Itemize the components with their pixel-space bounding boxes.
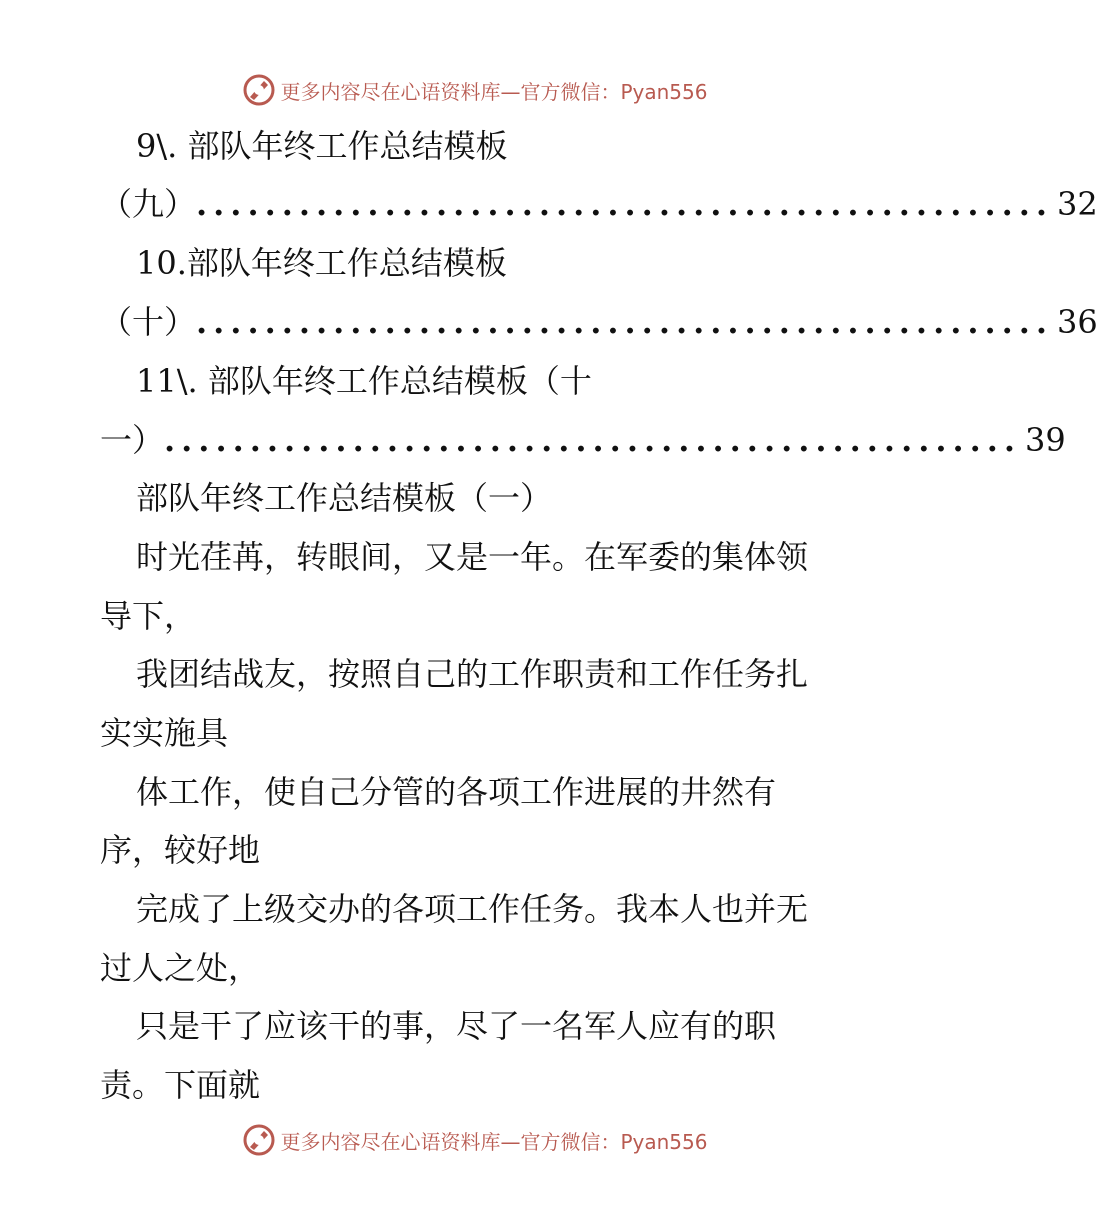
toc-leader-dots: .................................................. bbox=[164, 421, 1022, 459]
body-line: 责。下面就 bbox=[100, 1066, 261, 1104]
body-line: 过人之处， bbox=[100, 949, 261, 987]
toc-leader-dots: .................................................. bbox=[196, 303, 1054, 341]
body-line: 实实施具 bbox=[100, 714, 229, 752]
body-line: 导下， bbox=[100, 597, 197, 635]
toc-row-9[interactable] bbox=[100, 184, 1098, 224]
body-line: 我团结战友，按照自己的工作职责和工作任务扎 bbox=[136, 655, 809, 693]
pen-circle-icon bbox=[242, 1123, 276, 1157]
section-heading: 部队年终工作总结模板（一） bbox=[136, 479, 553, 517]
toc-row-11[interactable] bbox=[100, 420, 1066, 460]
toc-suffix: 一） bbox=[100, 421, 165, 459]
toc-suffix: （九） bbox=[100, 185, 197, 223]
pen-circle-icon bbox=[242, 73, 276, 107]
toc-page-number: 39 bbox=[1025, 421, 1066, 459]
toc-suffix: （十） bbox=[100, 303, 197, 341]
body-line: 体工作，使自己分管的各项工作进展的井然有 bbox=[136, 773, 777, 811]
toc-title-9: 9\. 部队年终工作总结模板 bbox=[136, 127, 508, 165]
toc-row-10[interactable] bbox=[100, 302, 1098, 342]
body-line: 只是干了应该干的事，尽了一名军人应有的职 bbox=[136, 1007, 777, 1045]
body-line: 完成了上级交办的各项工作任务。我本人也并无 bbox=[136, 890, 809, 928]
toc-page-number: 32 bbox=[1057, 185, 1098, 223]
toc-title-11: 11\. 部队年终工作总结模板（十 bbox=[136, 362, 592, 400]
body-line: 序，较好地 bbox=[100, 831, 261, 869]
footer-banner bbox=[0, 1120, 950, 1160]
toc-title-10: 10.部队年终工作总结模板 bbox=[136, 244, 507, 282]
banner-text: 更多内容尽在心语资料库—官方微信：Pyan556 bbox=[280, 79, 708, 104]
toc-page-number: 36 bbox=[1057, 303, 1098, 341]
toc-leader-dots: .................................................. bbox=[196, 185, 1054, 223]
header-banner bbox=[0, 70, 950, 110]
body-line: 时光荏苒，转眼间，又是一年。在军委的集体领 bbox=[136, 538, 809, 576]
banner-text: 更多内容尽在心语资料库—官方微信：Pyan556 bbox=[280, 1129, 708, 1154]
